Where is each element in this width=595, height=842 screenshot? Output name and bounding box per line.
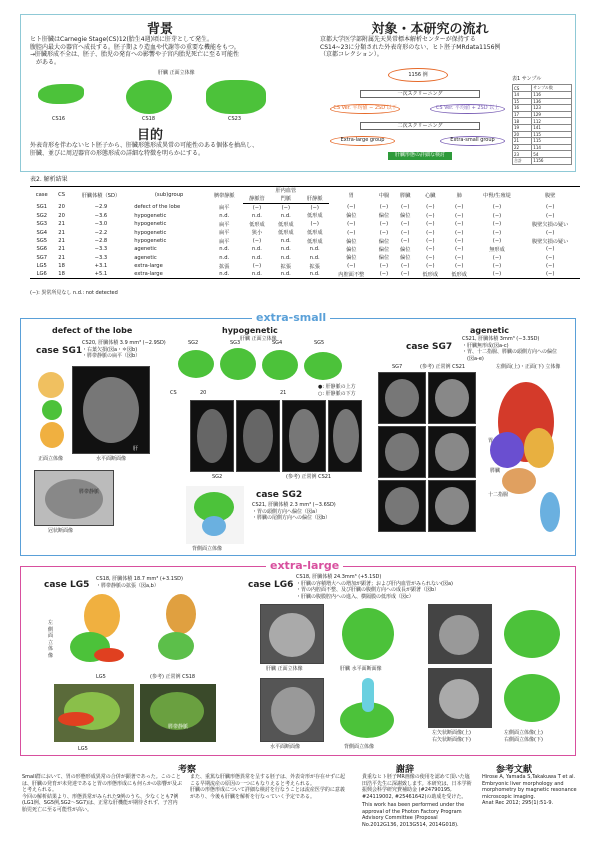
target-heading: 対象・本研究の流れ bbox=[371, 22, 489, 37]
lg5-3d-right bbox=[54, 684, 134, 742]
table-cell: (−) bbox=[454, 229, 464, 236]
table-cell: n.d. bbox=[252, 254, 262, 261]
label-cs16: CS16 bbox=[52, 116, 66, 122]
table-row bbox=[513, 144, 572, 151]
agenetic-heading: agenetic bbox=[470, 326, 509, 335]
liver-cs23 bbox=[206, 80, 266, 114]
table-cell: +3.1 bbox=[94, 263, 108, 270]
table-cell: (−) bbox=[492, 254, 502, 261]
table-cell: 偏位 bbox=[400, 246, 411, 253]
table-cell: SG7 bbox=[36, 254, 48, 261]
sample-header bbox=[513, 85, 572, 92]
sg2-mri-1 bbox=[190, 400, 234, 472]
label-sg2: SG2 bbox=[212, 474, 223, 480]
table-header: 門脈 bbox=[271, 195, 300, 203]
label-stomach: 胃 bbox=[488, 438, 494, 444]
table-cell: −3.0 bbox=[94, 221, 108, 228]
sg1-frontal-3d bbox=[34, 366, 68, 454]
sg7-mri-a bbox=[378, 372, 426, 424]
hypo-heading: hypogenetic bbox=[222, 326, 278, 335]
table-cell: n.d. bbox=[280, 212, 291, 219]
table-cell: extra-large bbox=[132, 270, 206, 278]
table-row bbox=[30, 237, 580, 245]
purpose-text: 外表奇形を伴わないヒト胚子から、肝臓形態形成異常の可能性のある個体を抽出し、 肝臓、並びに周辺器官の形態形成の詳細な特徴を明らかにする。 bbox=[30, 142, 259, 157]
table-header: 肝内血管 bbox=[243, 187, 330, 195]
table-cell: (−) bbox=[545, 263, 555, 270]
flow-first-screening: 一次スクリーニング bbox=[360, 90, 480, 98]
label-axial: 水平面断面像 bbox=[96, 456, 127, 462]
table-cell: hypogenetic bbox=[134, 212, 167, 219]
lg6-lat-labels: 左側面立体像(上) 右側面立体像(下) bbox=[504, 730, 543, 743]
lg6-desc: CS18, 肝臓体積 24.3mm³ (+5.1SD) ・肝臓の容積増大への増加が顕著；および肝内血管がみられない(図a) ・胃の内腔面不整、及び肝臓の腹側方向への成長が顕著（図b） ・肝臓の腹膜腔内への進入、横隔膜の低形成（図c） bbox=[296, 574, 453, 600]
sg7-mri-d bbox=[428, 426, 476, 478]
table-header: 静脈管 bbox=[243, 195, 272, 203]
table-cell: 23 bbox=[513, 151, 532, 158]
table-cell: (−) bbox=[379, 221, 389, 228]
defect-heading: defect of the lobe bbox=[52, 326, 133, 335]
sample-table-title: 表1 サンプル bbox=[512, 76, 542, 82]
table-cell: (−) bbox=[252, 204, 262, 211]
table-row bbox=[513, 105, 572, 112]
table-cell: 18 bbox=[58, 263, 65, 270]
table-cell: n.d. bbox=[300, 270, 329, 278]
table-cell: 拡張 bbox=[219, 263, 230, 270]
table-cell: 低形成 bbox=[278, 221, 294, 228]
table-cell: 116 bbox=[532, 92, 572, 99]
table-cell: 低形成 bbox=[306, 213, 323, 220]
lg6-3d-lat-2 bbox=[496, 668, 568, 728]
table-cell: (−) bbox=[545, 246, 555, 253]
table-cell: −3.3 bbox=[94, 254, 108, 261]
table-cell: hypogenetic bbox=[134, 238, 167, 245]
table-cell: (−) bbox=[401, 238, 410, 245]
table-cell: 123 bbox=[532, 105, 572, 112]
label-dorsal-3d: 背側面立体像 bbox=[192, 546, 223, 552]
background-heading: 背景 bbox=[146, 22, 173, 37]
table-cell: 拡張 bbox=[280, 263, 292, 270]
table-row bbox=[30, 220, 580, 228]
case-lg5: case LG5 bbox=[44, 580, 90, 590]
table-cell: 17 bbox=[513, 111, 532, 118]
table-cell: (−) bbox=[545, 254, 555, 261]
table-cell: 偏位 bbox=[346, 213, 357, 220]
sg1-axial-mri: 肝 bbox=[72, 366, 150, 454]
table-cell: 低形成 bbox=[278, 230, 294, 237]
table-row bbox=[30, 228, 580, 236]
table-row bbox=[513, 111, 572, 118]
table-cell: n.d. bbox=[206, 270, 243, 278]
label-lg5: LG5 bbox=[96, 674, 106, 680]
table-cell: 115 bbox=[532, 138, 572, 145]
table-row bbox=[30, 245, 580, 253]
table-header: 心臓 bbox=[416, 187, 445, 204]
flow-detail: 肝臓形態の詳細な検討 bbox=[388, 152, 452, 160]
table-cell: 112 bbox=[532, 118, 572, 125]
results-note: (−): 異常所見なし n.d.: not detected bbox=[30, 290, 118, 296]
lg6-sag-2 bbox=[428, 668, 492, 728]
hypo-3d-row bbox=[176, 346, 346, 386]
table-cell: (−) bbox=[492, 221, 502, 228]
table-cell: (−) bbox=[426, 212, 435, 219]
hypo-fig-caption: 肝臓 正面立体像 bbox=[240, 336, 277, 342]
table-cell: (−) bbox=[545, 204, 555, 211]
table-cell: n.d. bbox=[280, 254, 291, 261]
label-frontal: 正面立体像 bbox=[38, 456, 64, 462]
table-cell: (−) bbox=[492, 229, 502, 236]
results-caption: 表2. 解析結果 bbox=[30, 176, 68, 183]
table-cell: n.d. bbox=[271, 270, 300, 278]
lg5-3d-left bbox=[64, 592, 134, 670]
table-cell: (−) bbox=[347, 263, 356, 270]
table-cell: 低形成 bbox=[445, 270, 474, 278]
table-cell: 偏位 bbox=[400, 213, 411, 220]
table-cell: 20 bbox=[513, 131, 532, 138]
label-left-lateral: 左側面立体像 bbox=[48, 620, 54, 659]
label-ref-cs21: (参考) 正常例 CS21 bbox=[286, 474, 332, 480]
purpose-heading: 目的 bbox=[136, 128, 163, 143]
table-cell: (−) bbox=[492, 212, 502, 219]
liver-cs18 bbox=[126, 80, 172, 114]
flow-minus2sd: CS Ver. 平均値 − 2SD 以下 bbox=[330, 104, 400, 114]
table-header: 胃 bbox=[329, 187, 373, 204]
table-cell: (−) bbox=[426, 254, 435, 261]
label-sg7-3d: 左側面(上)・正面(下) 立体像 bbox=[496, 364, 561, 370]
table-cell: 14 bbox=[513, 92, 532, 99]
discussion-text-right: また、重篤な肝臓形態異常を呈する胚子は、外表奇形が存在せずに起こる早期流産の原因の一つにもなりえると考えられる。 肝臓の形態形成について詳細な検討を行なうことは流産医学的に意義があり、今後も肝臓を解析を行なっていく予定である。 bbox=[190, 774, 346, 800]
table-row bbox=[513, 92, 572, 99]
table-cell: (−) bbox=[454, 221, 464, 228]
table-cell: 偏位 bbox=[346, 246, 357, 253]
table-cell: n.d. bbox=[280, 238, 291, 245]
table-cell: (−) bbox=[454, 238, 464, 245]
label-coronal: 冠状断面像 bbox=[48, 528, 74, 534]
table-cell: (−) bbox=[281, 204, 291, 211]
table-cell: (−) bbox=[520, 270, 580, 278]
table-row bbox=[513, 151, 572, 158]
sg7-desc: CS21, 肝臓体積 3mm³ (−3.3SD) ・肝臓無形成(図a-c) ・胃、十二指腸、膵臓の頭側方向への偏位 (図a-e) bbox=[462, 336, 558, 362]
table-header: 中腸 bbox=[373, 187, 394, 204]
background-figure bbox=[38, 70, 268, 126]
ref-mri-1 bbox=[282, 400, 326, 472]
table-cell: 54 bbox=[532, 151, 572, 158]
table-cell: 21 bbox=[58, 221, 65, 228]
table-cell: n.d. bbox=[219, 246, 230, 253]
table-header: 膵臓 bbox=[395, 187, 416, 204]
table-header: 肝静脈 bbox=[300, 195, 329, 203]
table-header: CS bbox=[54, 187, 70, 204]
sg2-desc: CS21, 肝臓体積 2.3 mm³ (−3.6SD) ・胃の頭側方向へ偏位（図a） ・膵臓の尾側方向への偏位（図b） bbox=[252, 502, 336, 521]
sg2-mri-2 bbox=[236, 400, 280, 472]
table-row bbox=[513, 138, 572, 145]
table-cell: 20 bbox=[58, 212, 65, 219]
table-cell: hypogenetic bbox=[134, 229, 167, 236]
label-lg5-ref: (参考) 正常例 CS18 bbox=[150, 674, 196, 680]
table-cell: 22 bbox=[513, 144, 532, 151]
table-cell: 偏位 bbox=[400, 255, 411, 262]
table-cell: (−) bbox=[401, 229, 410, 236]
lg6-sag-1 bbox=[428, 604, 492, 664]
table-cell: −2.9 bbox=[94, 204, 108, 211]
table-header: 肝臓体積（SD） bbox=[70, 187, 133, 204]
thanks-heading: 謝辞 bbox=[396, 765, 415, 775]
table-cell: −2.8 bbox=[94, 238, 108, 245]
table-header: case bbox=[30, 187, 54, 204]
label-cs18: CS18 bbox=[142, 116, 156, 122]
table-cell: −3.6 bbox=[94, 212, 108, 219]
table-cell: 114 bbox=[532, 144, 572, 151]
refs-text: Hirose A, Yamada S,Takakuwa T et al. Embryonic liver morphology and morphometry by magnetic resonance microscopic imaging. Anat Rec 2012; 295(1):51-9. bbox=[482, 774, 577, 806]
label-ductus-venosus: 膵帯静脈 bbox=[168, 724, 189, 730]
table-cell: 1156 bbox=[532, 157, 572, 164]
flow-plus2sd: CS Ver. 平均値 + 2SD 以上 bbox=[430, 104, 505, 114]
sg1-coronal-mri: 膵帯静脈 bbox=[34, 470, 114, 526]
table-cell: 20 bbox=[58, 204, 65, 211]
table-header: 中腎/生殖堤 bbox=[474, 187, 521, 204]
background-text: ヒト肝臓はCarnegie Stage(CS)12(胎生4週)頃に肝芽として発生。 腹腔内最大の器官へ成長する。胚子期より造血や代謝等の重要な機能をもつ。 →肝臓形成不全は、胚子、胎児の発育への影響や子宮内胎児死亡に至る可能性 がある。 bbox=[30, 36, 240, 66]
table-cell: 腹壁欠損の疑い bbox=[532, 238, 569, 245]
thanks-text: 貴重なヒト胚子MR画像の使用を認めて頂いた塩田浩平先生に深謝致します。本研究は、日本学術振興会科学研究費補助金 (#24790195, #24119002, #25461642)の助成を受けた。 This work has been performed under the approval of the Photon Factory Program Advisory Committee (Proposal No.2012G136, 2013G514, 2014G018). bbox=[362, 774, 472, 828]
table-row bbox=[513, 124, 572, 131]
table-cell: 21 bbox=[58, 229, 65, 236]
table-cell: サンプル数 bbox=[532, 85, 572, 92]
lg5-3d-ref bbox=[150, 592, 210, 670]
table-cell: (−) bbox=[379, 204, 389, 211]
table-cell: (−) bbox=[454, 204, 464, 211]
table-cell: 低形成 bbox=[416, 270, 445, 278]
table-header: (sub)group bbox=[132, 187, 206, 204]
table-cell: (−) bbox=[379, 263, 389, 270]
table-cell: (−) bbox=[401, 221, 410, 228]
table-cell: n.d. bbox=[219, 254, 230, 261]
ref-mri-2 bbox=[328, 400, 362, 472]
lg6-3d-a bbox=[336, 604, 400, 664]
table-cell: n.d. bbox=[219, 212, 230, 219]
table-cell: (−) bbox=[426, 221, 435, 228]
table-cell: (−) bbox=[401, 204, 410, 211]
table-cell: 低形成 bbox=[306, 230, 323, 237]
table-cell: 低形成 bbox=[306, 238, 323, 245]
table-row bbox=[30, 212, 580, 220]
table-cell: 偏位 bbox=[378, 238, 390, 245]
table-cell: CS bbox=[513, 85, 532, 92]
table-header: 肺 bbox=[445, 187, 474, 204]
results-table bbox=[30, 186, 580, 279]
fig-caption: 肝臓 正面立体像 bbox=[158, 70, 195, 76]
table-cell: (−) bbox=[310, 221, 319, 228]
flow-total: 1156 例 bbox=[388, 68, 448, 82]
table-cell: (−) bbox=[252, 238, 262, 245]
table-cell: 狭小 bbox=[251, 230, 263, 237]
lg5-desc: CS18, 肝臓体積 18.7 mm³ (+3.1SD) ・膵帯静脈の拡張（図a,b） bbox=[96, 576, 183, 589]
label-lg6-frontal: 肝臓 正面立体像 bbox=[266, 666, 303, 672]
table-cell: 16 bbox=[513, 105, 532, 112]
lg6-3d-lat-1 bbox=[496, 604, 568, 664]
table-row bbox=[30, 270, 580, 278]
label-lg6-axial: 肝臓 水平面断面像 bbox=[340, 666, 382, 672]
table-cell: 偏位 bbox=[346, 255, 357, 262]
table-cell: 21 bbox=[513, 138, 532, 145]
table-cell: 扁平 bbox=[219, 204, 230, 211]
table-cell: 18 bbox=[54, 270, 70, 278]
case-lg6: case LG6 bbox=[248, 580, 294, 590]
table-cell: 無形成 bbox=[489, 246, 505, 253]
table-cell: (−) bbox=[426, 238, 435, 245]
table-cell: 18 bbox=[513, 118, 532, 125]
table-cell: n.d. bbox=[252, 212, 262, 219]
table-cell: (−) bbox=[347, 229, 356, 236]
sg2-dorsal-3d bbox=[186, 486, 244, 544]
table-row bbox=[30, 262, 580, 270]
sg7-mri-e bbox=[378, 480, 426, 532]
lg6-3d-b bbox=[336, 678, 400, 742]
table-cell: 低形成 bbox=[249, 221, 265, 228]
table-cell: (−) bbox=[545, 229, 555, 236]
table-cell: SG3 bbox=[36, 221, 48, 228]
table-cell: agenetic bbox=[134, 254, 157, 261]
table-cell: 21 bbox=[58, 238, 65, 245]
table-cell: (−) bbox=[395, 270, 416, 278]
table-cell: 129 bbox=[532, 111, 572, 118]
table-row bbox=[513, 157, 572, 164]
sg7-mri-b bbox=[428, 372, 476, 424]
table-cell: (−) bbox=[492, 204, 502, 211]
label-sg7-ref: (参考) 正常例 CS21 bbox=[420, 364, 466, 370]
label-lg6-axial-b: 水平面断面像 bbox=[270, 744, 301, 750]
table-cell: 偏位 bbox=[346, 238, 357, 245]
table-cell: (−) bbox=[474, 270, 521, 278]
label-pancreas: 膵臓 bbox=[490, 468, 501, 474]
table-cell: (−) bbox=[492, 263, 502, 270]
table-cell: n.d. bbox=[252, 246, 262, 253]
table-cell: −3.3 bbox=[94, 246, 108, 253]
sg1-desc: CS20, 肝臓体積 3.9 mm³ (−2.9SD) ・右葉欠損(図a・＊図b) ・膵帯静脈の扁平（図b） bbox=[82, 340, 166, 359]
hypo-legend: ●: 肝静脈の上方 ○: 肝静脈の下方 bbox=[318, 384, 356, 397]
table-cell: 偏位 bbox=[378, 255, 390, 262]
liver-cs16 bbox=[38, 84, 84, 104]
table-cell: LG5 bbox=[36, 263, 47, 270]
table-cell: SG5 bbox=[36, 238, 48, 245]
flow-second-screening: 二次スクリーニング bbox=[360, 122, 480, 130]
discussion-heading: 考察 bbox=[178, 765, 197, 775]
table-cell: 偏位 bbox=[378, 246, 390, 253]
flow-extra-small: Extra-small group bbox=[440, 136, 505, 146]
label-cs23: CS23 bbox=[228, 116, 242, 122]
table-cell: 偏位 bbox=[378, 213, 390, 220]
extra-large-title: extra-large bbox=[266, 559, 343, 572]
label-lg6-dorsal: 背側面立体像 bbox=[344, 744, 375, 750]
label-sg7: SG7 bbox=[392, 364, 403, 370]
table-cell: (−) bbox=[454, 212, 464, 219]
table-cell: (−) bbox=[401, 263, 410, 270]
label-lg5-b: LG5 bbox=[78, 746, 88, 752]
table-cell: LG6 bbox=[30, 270, 54, 278]
table-row bbox=[513, 131, 572, 138]
table-row bbox=[513, 118, 572, 125]
table-cell: (−) bbox=[379, 229, 389, 236]
table-cell: 内腔面不整 bbox=[329, 270, 373, 278]
sg7-mri-f bbox=[428, 480, 476, 532]
case-sg1: case SG1 bbox=[36, 346, 83, 356]
table-header: 腹壁 bbox=[520, 187, 580, 204]
table-cell: 136 bbox=[532, 98, 572, 105]
table-cell: defect of the lobe bbox=[134, 204, 181, 211]
table-cell: (−) bbox=[545, 212, 555, 219]
flow-diagram bbox=[330, 64, 510, 162]
sg7-mri-c bbox=[378, 426, 426, 478]
table-cell: 合計 bbox=[513, 157, 532, 164]
table-row bbox=[513, 98, 572, 105]
flow-extra-large: Extra-large group bbox=[330, 136, 395, 146]
table-cell: hypogenetic bbox=[134, 221, 167, 228]
table-cell: 扁平 bbox=[219, 238, 230, 245]
table-cell: (−) bbox=[252, 263, 262, 270]
table-cell: SG4 bbox=[36, 229, 48, 236]
table-cell: n.d. bbox=[309, 246, 320, 253]
discussion-text-left: Small群において、胃の形態形成異常の合併が顕著であった。このことは、肝臓の発育が未発達であると胃の形態形成にも何らかの影響が及ぶと考えられる。 今回の解析結果より、形態異常がみられた9例のうち、少なくとも7例 (LG1例、SG5例,SG2〜SG7)は、正常な肝機能が期待されず、子宮内胎児死亡に至る可能性が高い。 bbox=[22, 774, 183, 813]
extra-small-title: extra-small bbox=[252, 311, 330, 324]
table-cell: 拡張 bbox=[309, 263, 320, 270]
table-cell: 扁平 bbox=[219, 221, 230, 228]
table-cell: (−) bbox=[373, 270, 394, 278]
table-cell: SG2 bbox=[36, 212, 48, 219]
table-cell: 扁平 bbox=[219, 230, 230, 237]
target-text: 京都大学医学部附属先天異常標本解析センターが保持する CS14~23に分類された外表奇形のない、ヒト胚子MRdata1156例 （京都コレクション）。 bbox=[320, 36, 501, 58]
lg6-axial-b bbox=[260, 678, 324, 742]
table-cell: −2.2 bbox=[94, 229, 108, 236]
table-cell: (−) bbox=[454, 246, 464, 253]
table-cell: (−) bbox=[454, 254, 464, 261]
table-cell: (−) bbox=[426, 246, 435, 253]
lg5-3d-right-ref bbox=[140, 684, 216, 742]
table-cell: 141 bbox=[532, 124, 572, 131]
table-header: 臍帯静脈 bbox=[206, 187, 243, 204]
refs-heading: 参考文献 bbox=[496, 765, 533, 775]
table-cell: (−) bbox=[347, 204, 356, 211]
table-cell: 19 bbox=[513, 124, 532, 131]
lg6-axial-a bbox=[260, 604, 324, 664]
table-cell: n.d. bbox=[243, 270, 272, 278]
table-cell: 21 bbox=[58, 254, 65, 261]
case-sg2: case SG2 bbox=[256, 490, 303, 500]
table-cell: agenetic bbox=[134, 246, 157, 253]
sample-table bbox=[512, 84, 572, 165]
table-cell: (−) bbox=[426, 204, 435, 211]
table-cell: n.d. bbox=[280, 246, 291, 253]
sg7-3d-model bbox=[484, 372, 570, 542]
table-cell: 115 bbox=[532, 131, 572, 138]
table-cell: 腹壁欠損の疑い bbox=[532, 221, 569, 228]
table-cell: (−) bbox=[347, 221, 356, 228]
table-cell: extra-large bbox=[134, 263, 163, 270]
table-row bbox=[30, 254, 580, 262]
table-cell: +5.1 bbox=[70, 270, 133, 278]
table-cell: (−) bbox=[454, 263, 464, 270]
table-cell: (−) bbox=[310, 204, 319, 211]
table-cell: (−) bbox=[426, 229, 435, 236]
table-cell: SG6 bbox=[36, 246, 48, 253]
table-cell: SG1 bbox=[36, 204, 48, 211]
table-cell: 21 bbox=[58, 246, 65, 253]
table-row bbox=[30, 203, 580, 211]
table-cell: 15 bbox=[513, 98, 532, 105]
table-cell: n.d. bbox=[309, 254, 320, 261]
lg6-sag-labels: 左矢状断面像(上) 右矢状断面像(下) bbox=[432, 730, 471, 743]
case-sg7: case SG7 bbox=[406, 342, 453, 352]
table-cell: (−) bbox=[426, 263, 435, 270]
label-duodenum: 十二指腸 bbox=[488, 492, 509, 498]
table-cell: (−) bbox=[492, 238, 502, 245]
